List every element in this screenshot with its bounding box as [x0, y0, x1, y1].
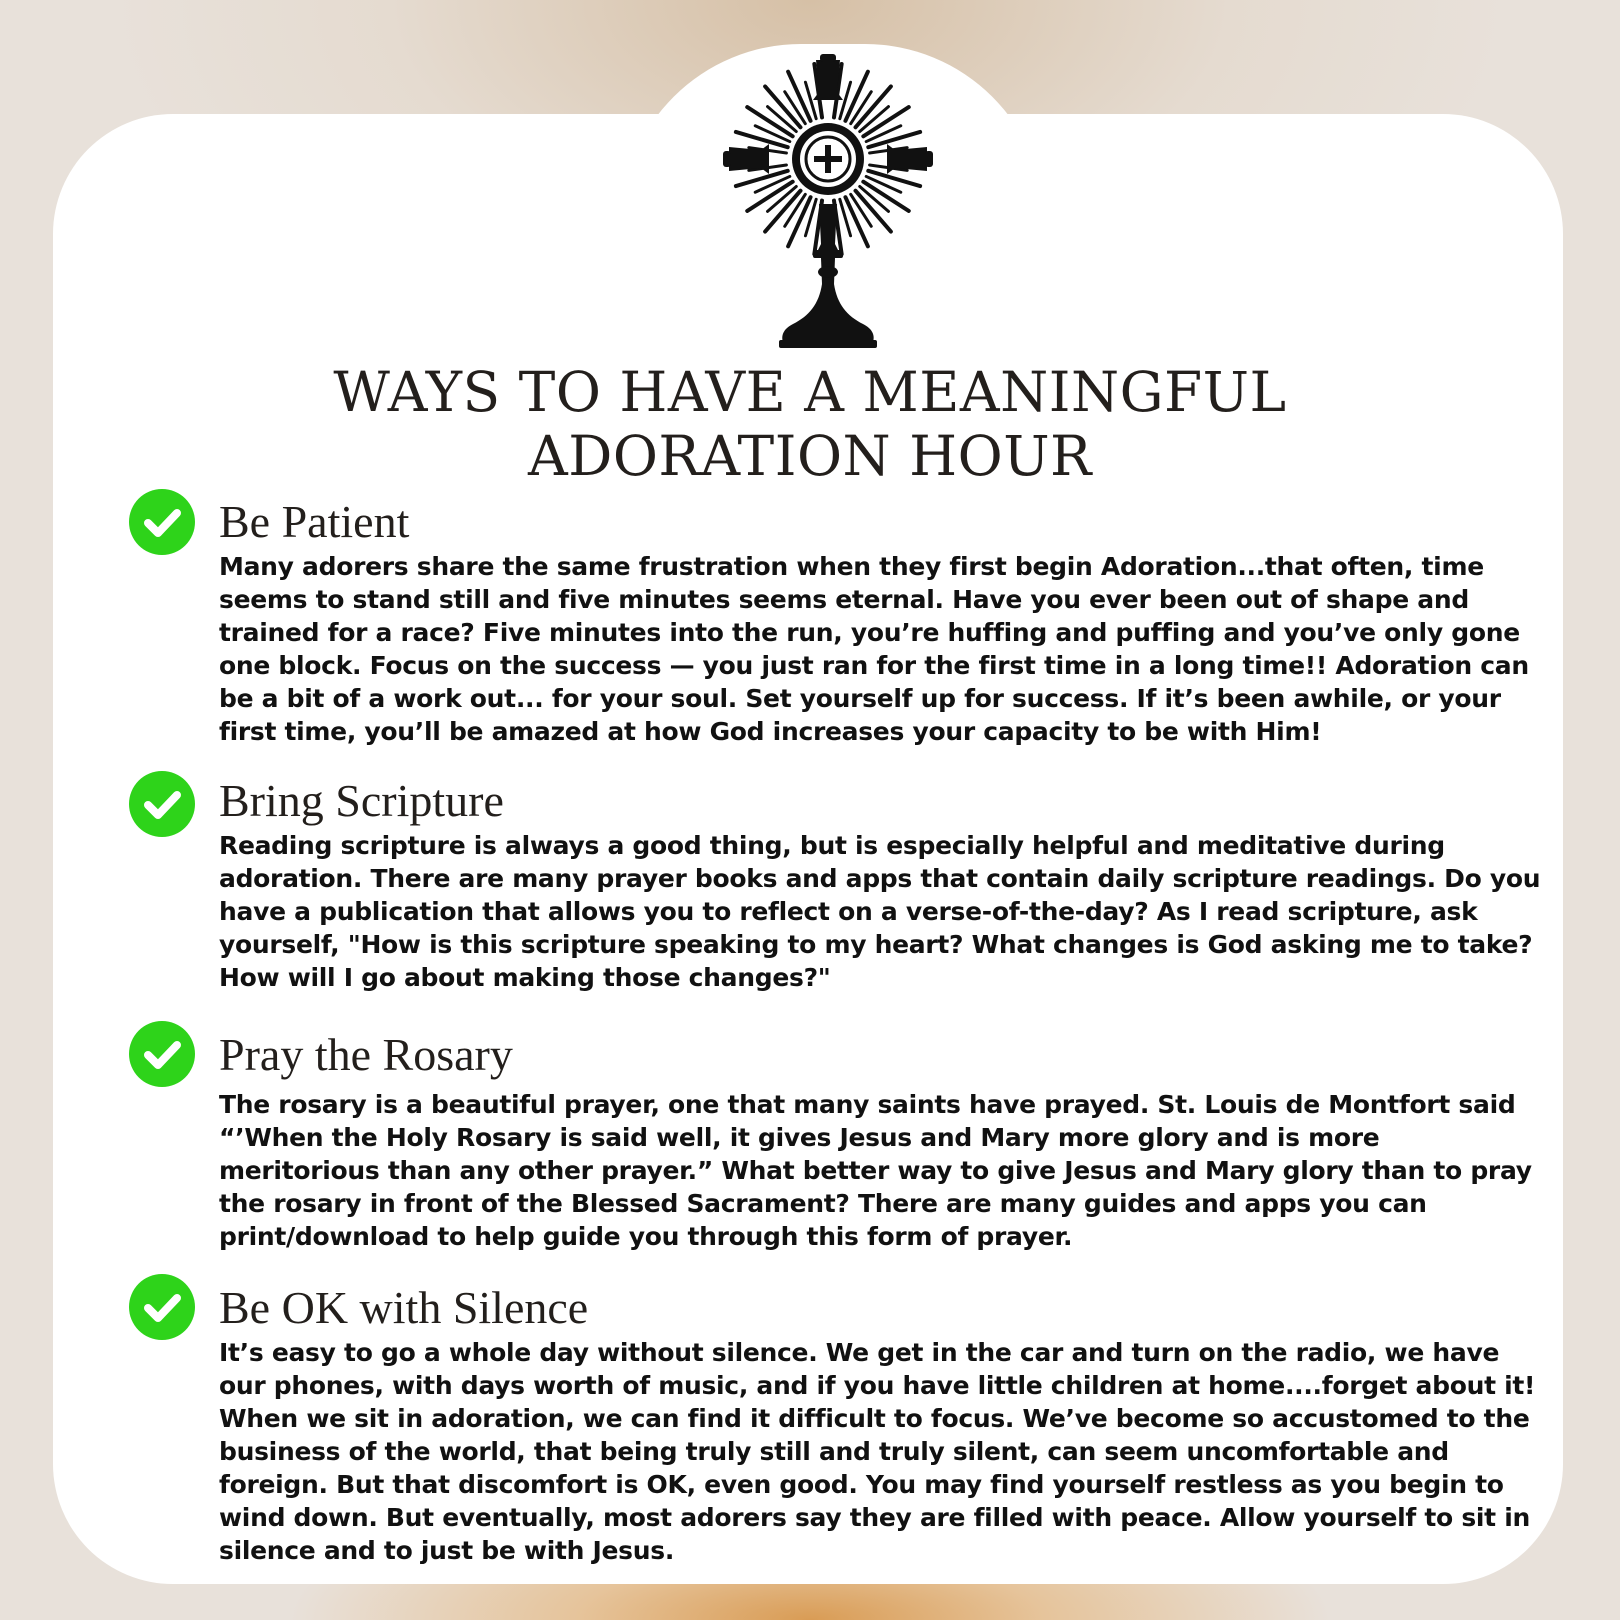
section-heading: Be OK with Silence: [219, 1282, 589, 1333]
section-body: The rosary is a beautiful prayer, one that many saints have prayed. St. Louis de Montfort said “’When the Holy Rosary is said well, it gives Jesus and Mary more glory and is more meritorious than any other prayer.” What better way to give Jesus and Mary glory than to pray the rosary in front of the Blessed Sacrament? There are many guides and apps you can print/download to help guide you through this form of prayer.: [219, 1090, 1532, 1251]
check-circle-icon: [129, 1274, 195, 1340]
monstrance-icon: [723, 54, 933, 354]
check-circle-icon: [129, 1021, 195, 1087]
section-heading: Bring Scripture: [219, 775, 504, 826]
section-body: Many adorers share the same frustration when they first begin Adoration...that often, time seems to stand still and five minutes seems eternal. Have you ever been out of shape and trained for a race? Five minutes into the run, you’re huffing and puffing and you’ve only gone one block. Focus on the success — you just ran for the first time in a long time!! Adoration can be a bit of a work out... for your soul. Set yourself up for success. If it’s been awhile, or your first time, you’ll be amazed at how God increases your capacity to be with Him!: [219, 552, 1529, 746]
section-body: It’s easy to go a whole day without silence. We get in the car and turn on the radio, we have our phones, with days worth of music, and if you have little children at home....forget about it! When we sit in adoration, we can find it difficult to focus. We’ve become so accustomed to the business of the world, that being truly still and truly silent, can seem uncomfortable and foreign. But that discomfort is OK, even good. You may find yourself restless as you begin to wind down. But eventually, most adorers say they are filled with peace. Allow yourself to sit in silence and to just be with Jesus.: [219, 1338, 1536, 1565]
page-title: [160, 360, 1460, 488]
title-line-1: WAYS TO HAVE A MEANINGFUL: [333, 360, 1287, 424]
title-line-2: ADORATION HOUR: [528, 424, 1092, 488]
monstrance-ray: [868, 132, 920, 147]
check-circle-icon: [129, 489, 195, 555]
section-body: Reading scripture is always a good thing, but is especially helpful and meditative during adoration. There are many prayer books and apps that contain daily scripture readings. Do you have a publication that allows you to reflect on a verse-of-the-day? As I read scripture, ask yourself, "How is this scripture speaking to my heart? What changes is God asking me to take? How will I go about making those changes?": [219, 831, 1541, 992]
check-circle-icon: [129, 771, 195, 837]
section-heading: Pray the Rosary: [219, 1029, 513, 1080]
section-heading: Be Patient: [219, 496, 410, 547]
monstrance-ray: [736, 132, 788, 147]
monstrance-ray: [868, 171, 920, 186]
monstrance-ray: [736, 171, 788, 186]
